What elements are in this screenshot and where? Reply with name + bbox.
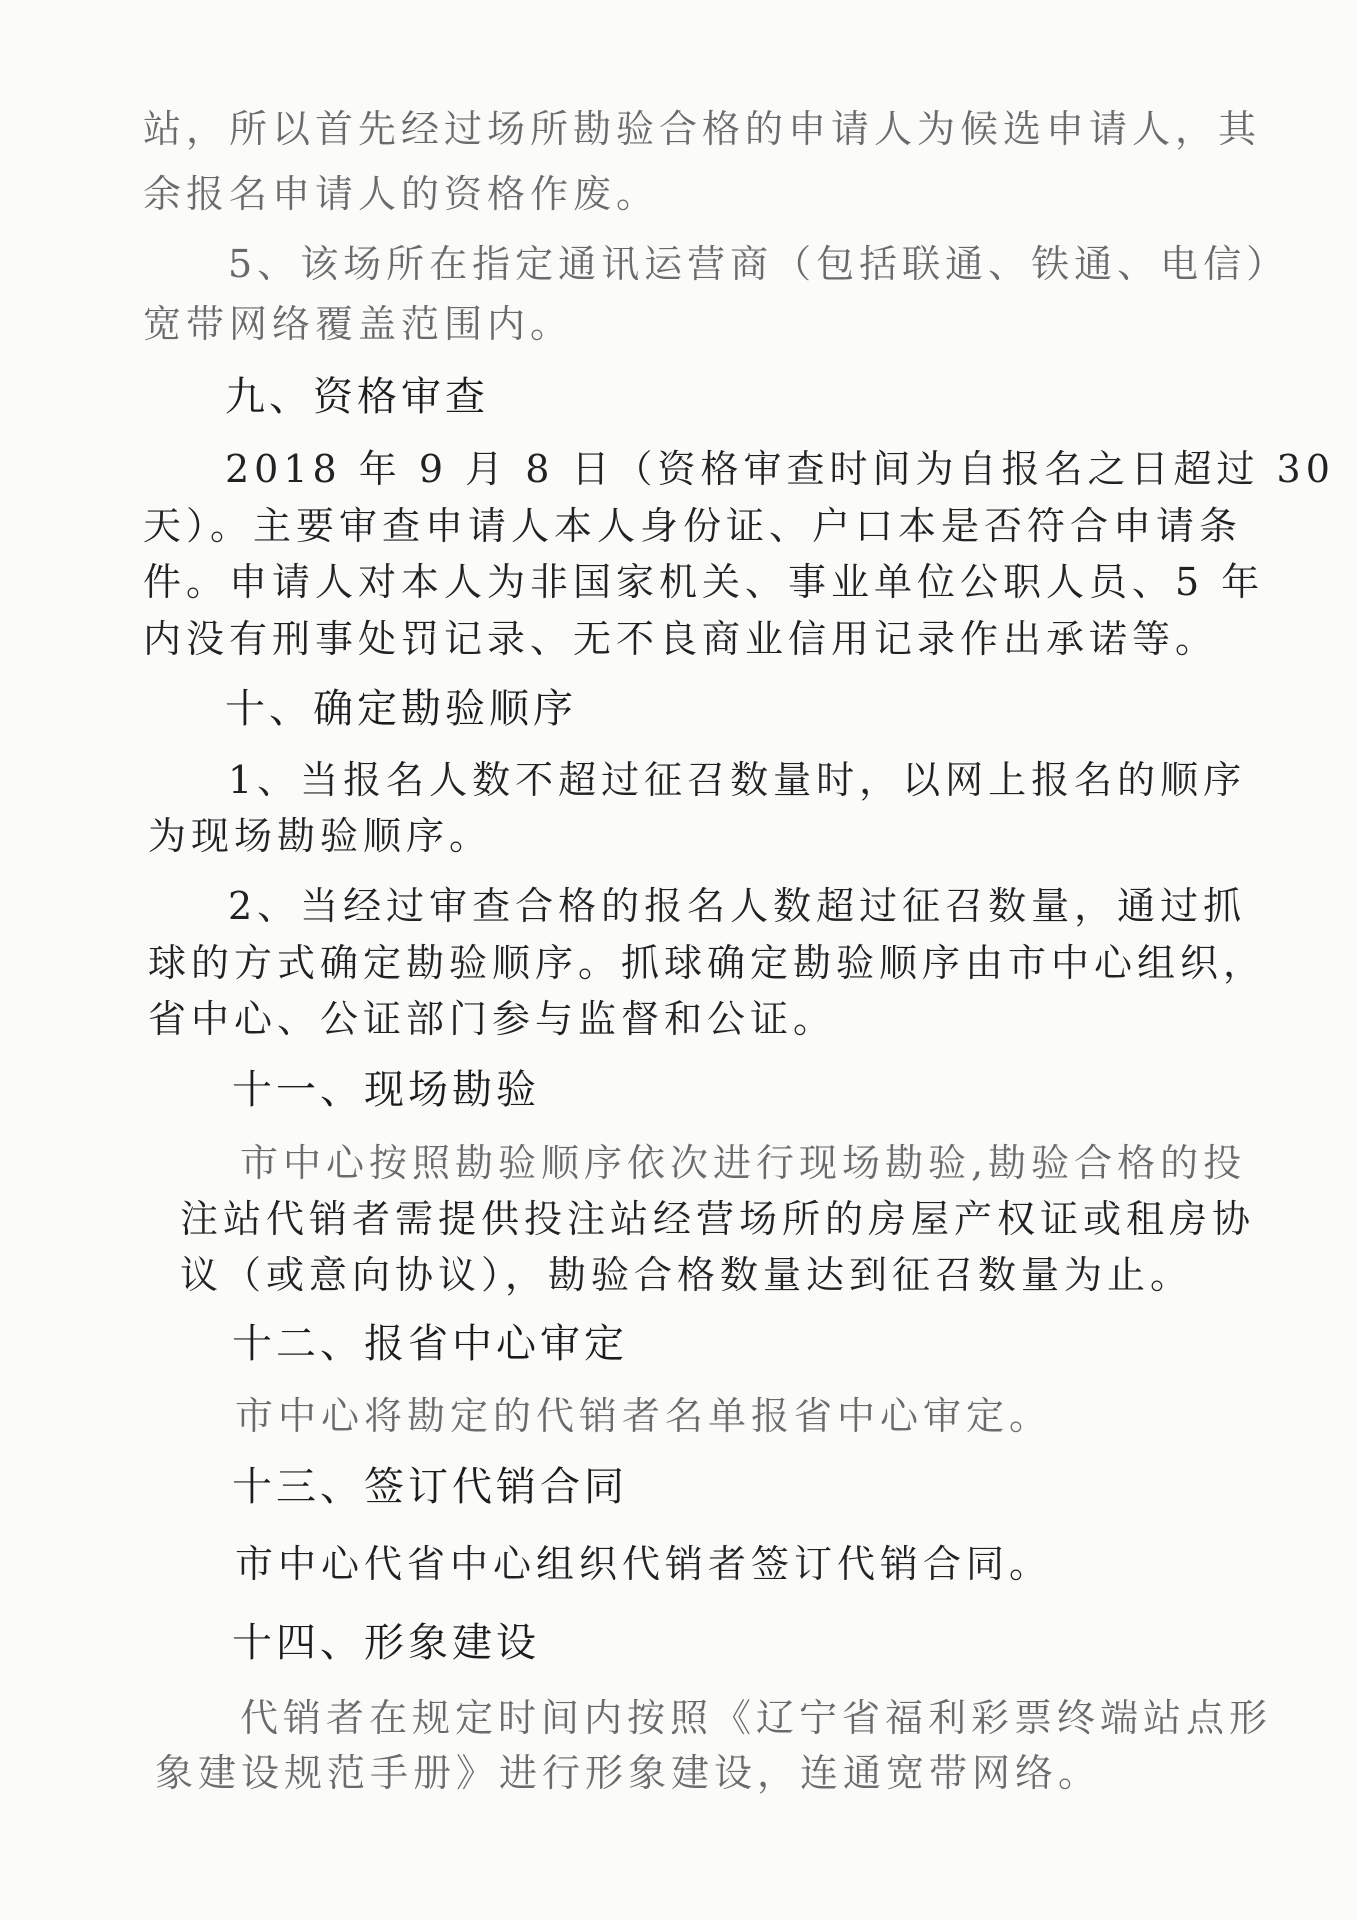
- text-line: 球的方式确定勘验顺序。抓球确定勘验顺序由市中心组织，: [148, 941, 1267, 985]
- text-line: 市中心将勘定的代销者名单报省中心审定。: [235, 1394, 1053, 1438]
- text-line: 内没有刑事处罚记录、无不良商业信用记录作出承诺等。: [143, 617, 1219, 661]
- section-heading: 十、确定勘验顺序: [225, 686, 577, 732]
- text-line: 站，所以首先经过场所勘验合格的申请人为候选申请人，其: [143, 107, 1262, 151]
- text-line: 件。申请人对本人为非国家机关、事业单位公职人员、5 年: [143, 560, 1265, 604]
- text-line: 代销者在规定时间内按照《辽宁省福利彩票终端站点形: [240, 1696, 1273, 1740]
- text-line: 2、当经过审查合格的报名人数超过征召数量，通过抓: [228, 884, 1247, 928]
- section-heading: 十三、签订代销合同: [232, 1464, 628, 1510]
- text-line: 为现场勘验顺序。: [148, 814, 493, 858]
- text-line: 5、该场所在指定通讯运营商（包括联通、铁通、电信）: [228, 242, 1290, 286]
- section-heading: 十一、现场勘验: [232, 1067, 540, 1113]
- section-heading: 十四、形象建设: [232, 1620, 540, 1666]
- text-line: 余报名申请人的资格作废。: [143, 172, 660, 216]
- text-line: 市中心按照勘验顺序依次进行现场勘验,勘验合格的投: [240, 1141, 1247, 1185]
- text-line: 市中心代省中心组织代销者签订代销合同。: [235, 1542, 1053, 1586]
- text-line: 省中心、公证部门参与监督和公证。: [148, 997, 837, 1041]
- text-line: 象建设规范手册》进行形象建设，连通宽带网络。: [155, 1751, 1102, 1795]
- section-heading: 九、资格审查: [225, 374, 489, 420]
- text-line: 宽带网络覆盖范围内。: [143, 302, 574, 346]
- text-line: 天）。主要审查申请人本人身份证、户口本是否符合申请条: [143, 504, 1243, 548]
- text-line: 议（或意向协议），勘验合格数量达到征召数量为止。: [180, 1253, 1194, 1297]
- text-line: 2018 年 9 月 8 日（资格审查时间为自报名之日超过 30: [225, 447, 1335, 491]
- section-heading: 十二、报省中心审定: [232, 1321, 628, 1367]
- text-line: 1、当报名人数不超过征召数量时，以网上报名的顺序: [228, 758, 1247, 802]
- text-line: 注站代销者需提供投注站经营场所的房屋产权证或租房协: [180, 1197, 1256, 1241]
